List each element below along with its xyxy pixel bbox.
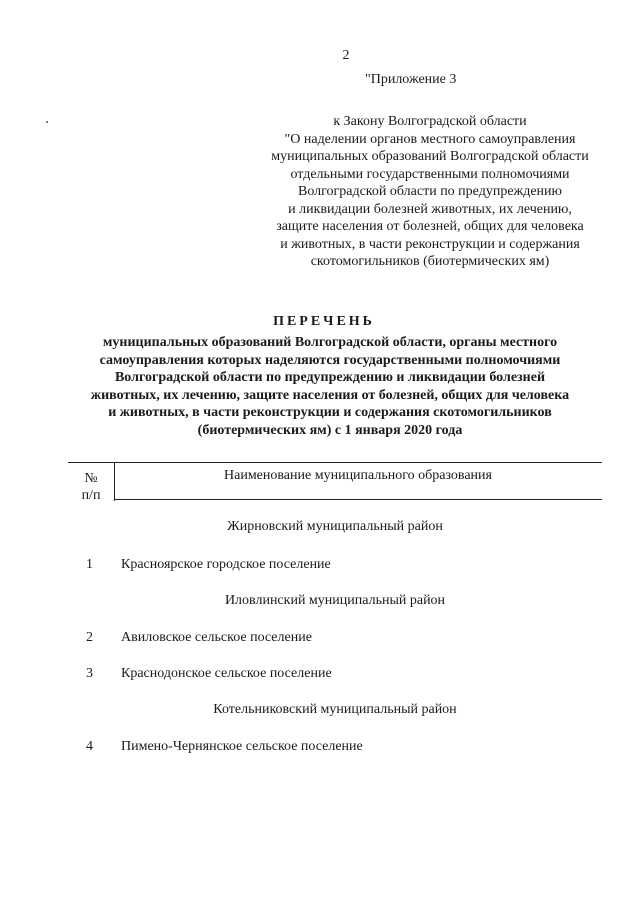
law-line: отдельными государственными полномочиями	[290, 166, 570, 182]
law-line: "О наделении органов местного самоуправления	[284, 131, 576, 147]
subtitle-line: муниципальных образований Волгоградской области, органы местного	[102, 335, 558, 350]
district-heading: Жирновский муниципальный район	[227, 519, 443, 534]
law-line: муниципальных образований Волгоградской области	[271, 149, 589, 164]
subtitle-line: Волгоградской области по предупреждению и ликвидации болезней	[114, 370, 546, 385]
subtitle-line: и животных, в части реконструкции и содержания скотомогильников	[108, 405, 552, 420]
row-number: 2	[86, 630, 93, 645]
row-name: Красноярское городское поселение	[121, 557, 331, 572]
row-name: Авиловское сельское поселение	[121, 630, 312, 645]
page-number: 2	[342, 48, 350, 63]
appendix-title: "Приложение 3	[365, 72, 457, 87]
row-name: Пимено-Чернянское сельское поселение	[121, 739, 363, 754]
district-heading: Котельниковский муниципальный район	[213, 702, 457, 717]
list-subtitle	[60, 334, 600, 439]
header-underline	[114, 499, 602, 500]
subtitle-line: самоуправления которых наделяются государственными полномочиями	[99, 352, 561, 368]
law-line: к Закону Волгоградской области	[333, 114, 527, 129]
header-number	[68, 470, 114, 504]
law-line: и ликвидации болезней животных, их лечению,	[288, 201, 572, 217]
law-line: и животных, в части реконструкции и содержания	[280, 236, 580, 252]
district-heading: Иловлинский муниципальный район	[224, 593, 446, 608]
header-name: Наименование муниципального образования	[224, 468, 492, 483]
list-heading: ПЕРЕЧЕНЬ	[273, 314, 375, 329]
header-number-sign: №	[84, 471, 98, 486]
header-number-abbr: п/п	[81, 488, 101, 503]
row-name: Краснодонское сельское поселение	[121, 666, 332, 681]
subtitle-line: животных, их лечению, защите населения от болезней, общих для человека	[90, 387, 570, 403]
law-line: скотомогильников (биотермических ям)	[310, 254, 550, 269]
row-number: 4	[86, 739, 93, 754]
law-line: Волгоградской области по предупреждению	[297, 184, 562, 199]
law-line: защите населения от болезней, общих для человека	[276, 219, 584, 234]
margin-dot	[46, 121, 48, 123]
table-header	[68, 462, 602, 503]
row-number: 3	[86, 666, 93, 681]
law-reference	[200, 113, 640, 271]
row-number: 1	[86, 557, 93, 572]
subtitle-line: (биотермических ям) с 1 января 2020 года	[197, 422, 463, 438]
